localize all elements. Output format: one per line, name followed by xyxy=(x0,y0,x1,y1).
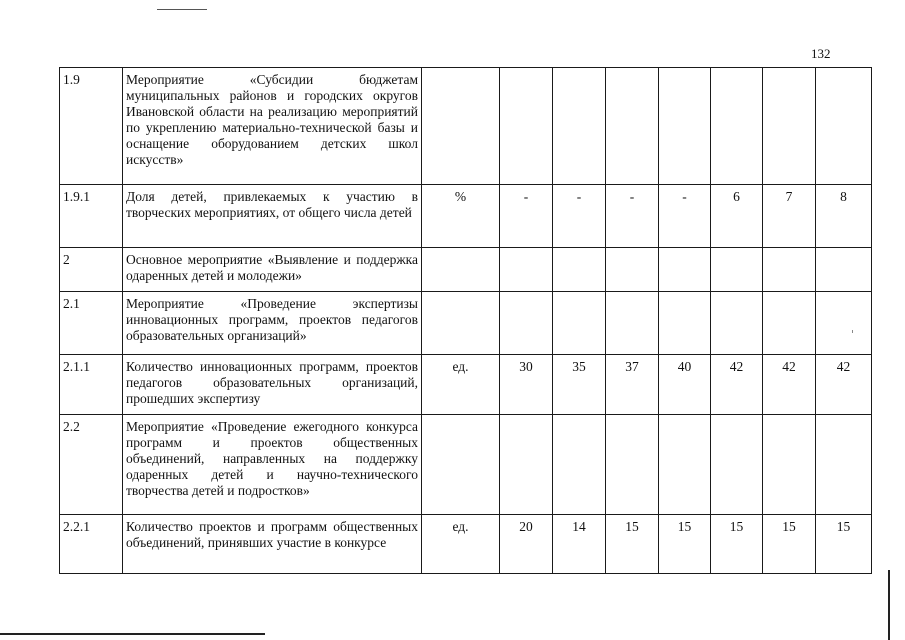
table-row xyxy=(60,515,872,574)
value-cell: 35 xyxy=(553,355,606,415)
value-cell: 15 xyxy=(659,515,711,574)
row-number: 1.9 xyxy=(60,68,123,185)
row-number: 1.9.1 xyxy=(60,185,123,248)
value-cell xyxy=(711,248,763,292)
value-cell xyxy=(500,248,553,292)
value-cell: 42 xyxy=(816,355,872,415)
value-cell xyxy=(606,292,659,355)
value-cell xyxy=(659,292,711,355)
row-number: 2.1 xyxy=(60,292,123,355)
value-cell xyxy=(816,248,872,292)
value-cell: 14 xyxy=(553,515,606,574)
row-name: Количество инновационных программ, проектов педагогов образовательных организаций, прошедших экспертизу xyxy=(123,355,422,415)
row-unit xyxy=(422,292,500,355)
indicators-table xyxy=(59,67,872,574)
row-unit: % xyxy=(422,185,500,248)
value-cell xyxy=(500,415,553,515)
value-cell: 42 xyxy=(711,355,763,415)
value-cell xyxy=(553,415,606,515)
row-unit: ед. xyxy=(422,515,500,574)
row-unit: ед. xyxy=(422,355,500,415)
scan-artifact-right-edge xyxy=(888,570,890,640)
value-cell xyxy=(553,292,606,355)
table-row xyxy=(60,248,872,292)
table-row xyxy=(60,68,872,185)
row-unit xyxy=(422,248,500,292)
value-cell xyxy=(659,248,711,292)
row-number: 2.2.1 xyxy=(60,515,123,574)
value-cell xyxy=(659,68,711,185)
table-row xyxy=(60,415,872,515)
value-cell xyxy=(711,68,763,185)
row-number: 2.2 xyxy=(60,415,123,515)
value-cell xyxy=(500,292,553,355)
value-cell xyxy=(816,292,872,355)
value-cell: 15 xyxy=(763,515,816,574)
row-name: Доля детей, привлекаемых к участию в творческих мероприятиях, от общего числа детей xyxy=(123,185,422,248)
value-cell: - xyxy=(659,185,711,248)
value-cell: 37 xyxy=(606,355,659,415)
scan-artifact-top-line xyxy=(157,9,207,10)
value-cell: 30 xyxy=(500,355,553,415)
value-cell xyxy=(553,68,606,185)
value-cell xyxy=(606,248,659,292)
scan-artifact-dot xyxy=(852,330,853,333)
value-cell xyxy=(763,292,816,355)
table-row xyxy=(60,292,872,355)
value-cell xyxy=(606,415,659,515)
value-cell: 6 xyxy=(711,185,763,248)
value-cell: - xyxy=(553,185,606,248)
value-cell: 15 xyxy=(816,515,872,574)
value-cell: 15 xyxy=(711,515,763,574)
row-name: Основное мероприятие «Выявление и поддержка одаренных детей и молодежи» xyxy=(123,248,422,292)
value-cell xyxy=(553,248,606,292)
value-cell xyxy=(500,68,553,185)
value-cell xyxy=(763,415,816,515)
row-unit xyxy=(422,415,500,515)
value-cell xyxy=(763,248,816,292)
value-cell xyxy=(711,292,763,355)
row-name: Количество проектов и программ общественных объединений, принявших участие в конкурсе xyxy=(123,515,422,574)
value-cell xyxy=(711,415,763,515)
value-cell: 40 xyxy=(659,355,711,415)
value-cell xyxy=(659,415,711,515)
value-cell xyxy=(816,68,872,185)
table-row xyxy=(60,185,872,248)
value-cell: 20 xyxy=(500,515,553,574)
value-cell: - xyxy=(500,185,553,248)
scan-artifact-bottom-line xyxy=(0,633,265,635)
row-name: Мероприятие «Субсидии бюджетам муниципальных районов и городских округов Ивановской области на реализацию мероприятий по укреплению материально-технической базы и оснащение оборудованием детских школ искусств» xyxy=(123,68,422,185)
value-cell xyxy=(606,68,659,185)
row-name: Мероприятие «Проведение ежегодного конкурса программ и проектов общественных объединений, направленных на поддержку одаренных детей и научно-технического творчества детей и подростков» xyxy=(123,415,422,515)
table-row xyxy=(60,355,872,415)
page-number: 132 xyxy=(811,46,831,61)
value-cell: 42 xyxy=(763,355,816,415)
value-cell: 7 xyxy=(763,185,816,248)
value-cell xyxy=(816,415,872,515)
row-number: 2 xyxy=(60,248,123,292)
row-unit xyxy=(422,68,500,185)
row-number: 2.1.1 xyxy=(60,355,123,415)
value-cell: 8 xyxy=(816,185,872,248)
value-cell: 15 xyxy=(606,515,659,574)
value-cell xyxy=(763,68,816,185)
value-cell: - xyxy=(606,185,659,248)
row-name: Мероприятие «Проведение экспертизы инновационных программ, проектов педагогов образовательных организаций» xyxy=(123,292,422,355)
